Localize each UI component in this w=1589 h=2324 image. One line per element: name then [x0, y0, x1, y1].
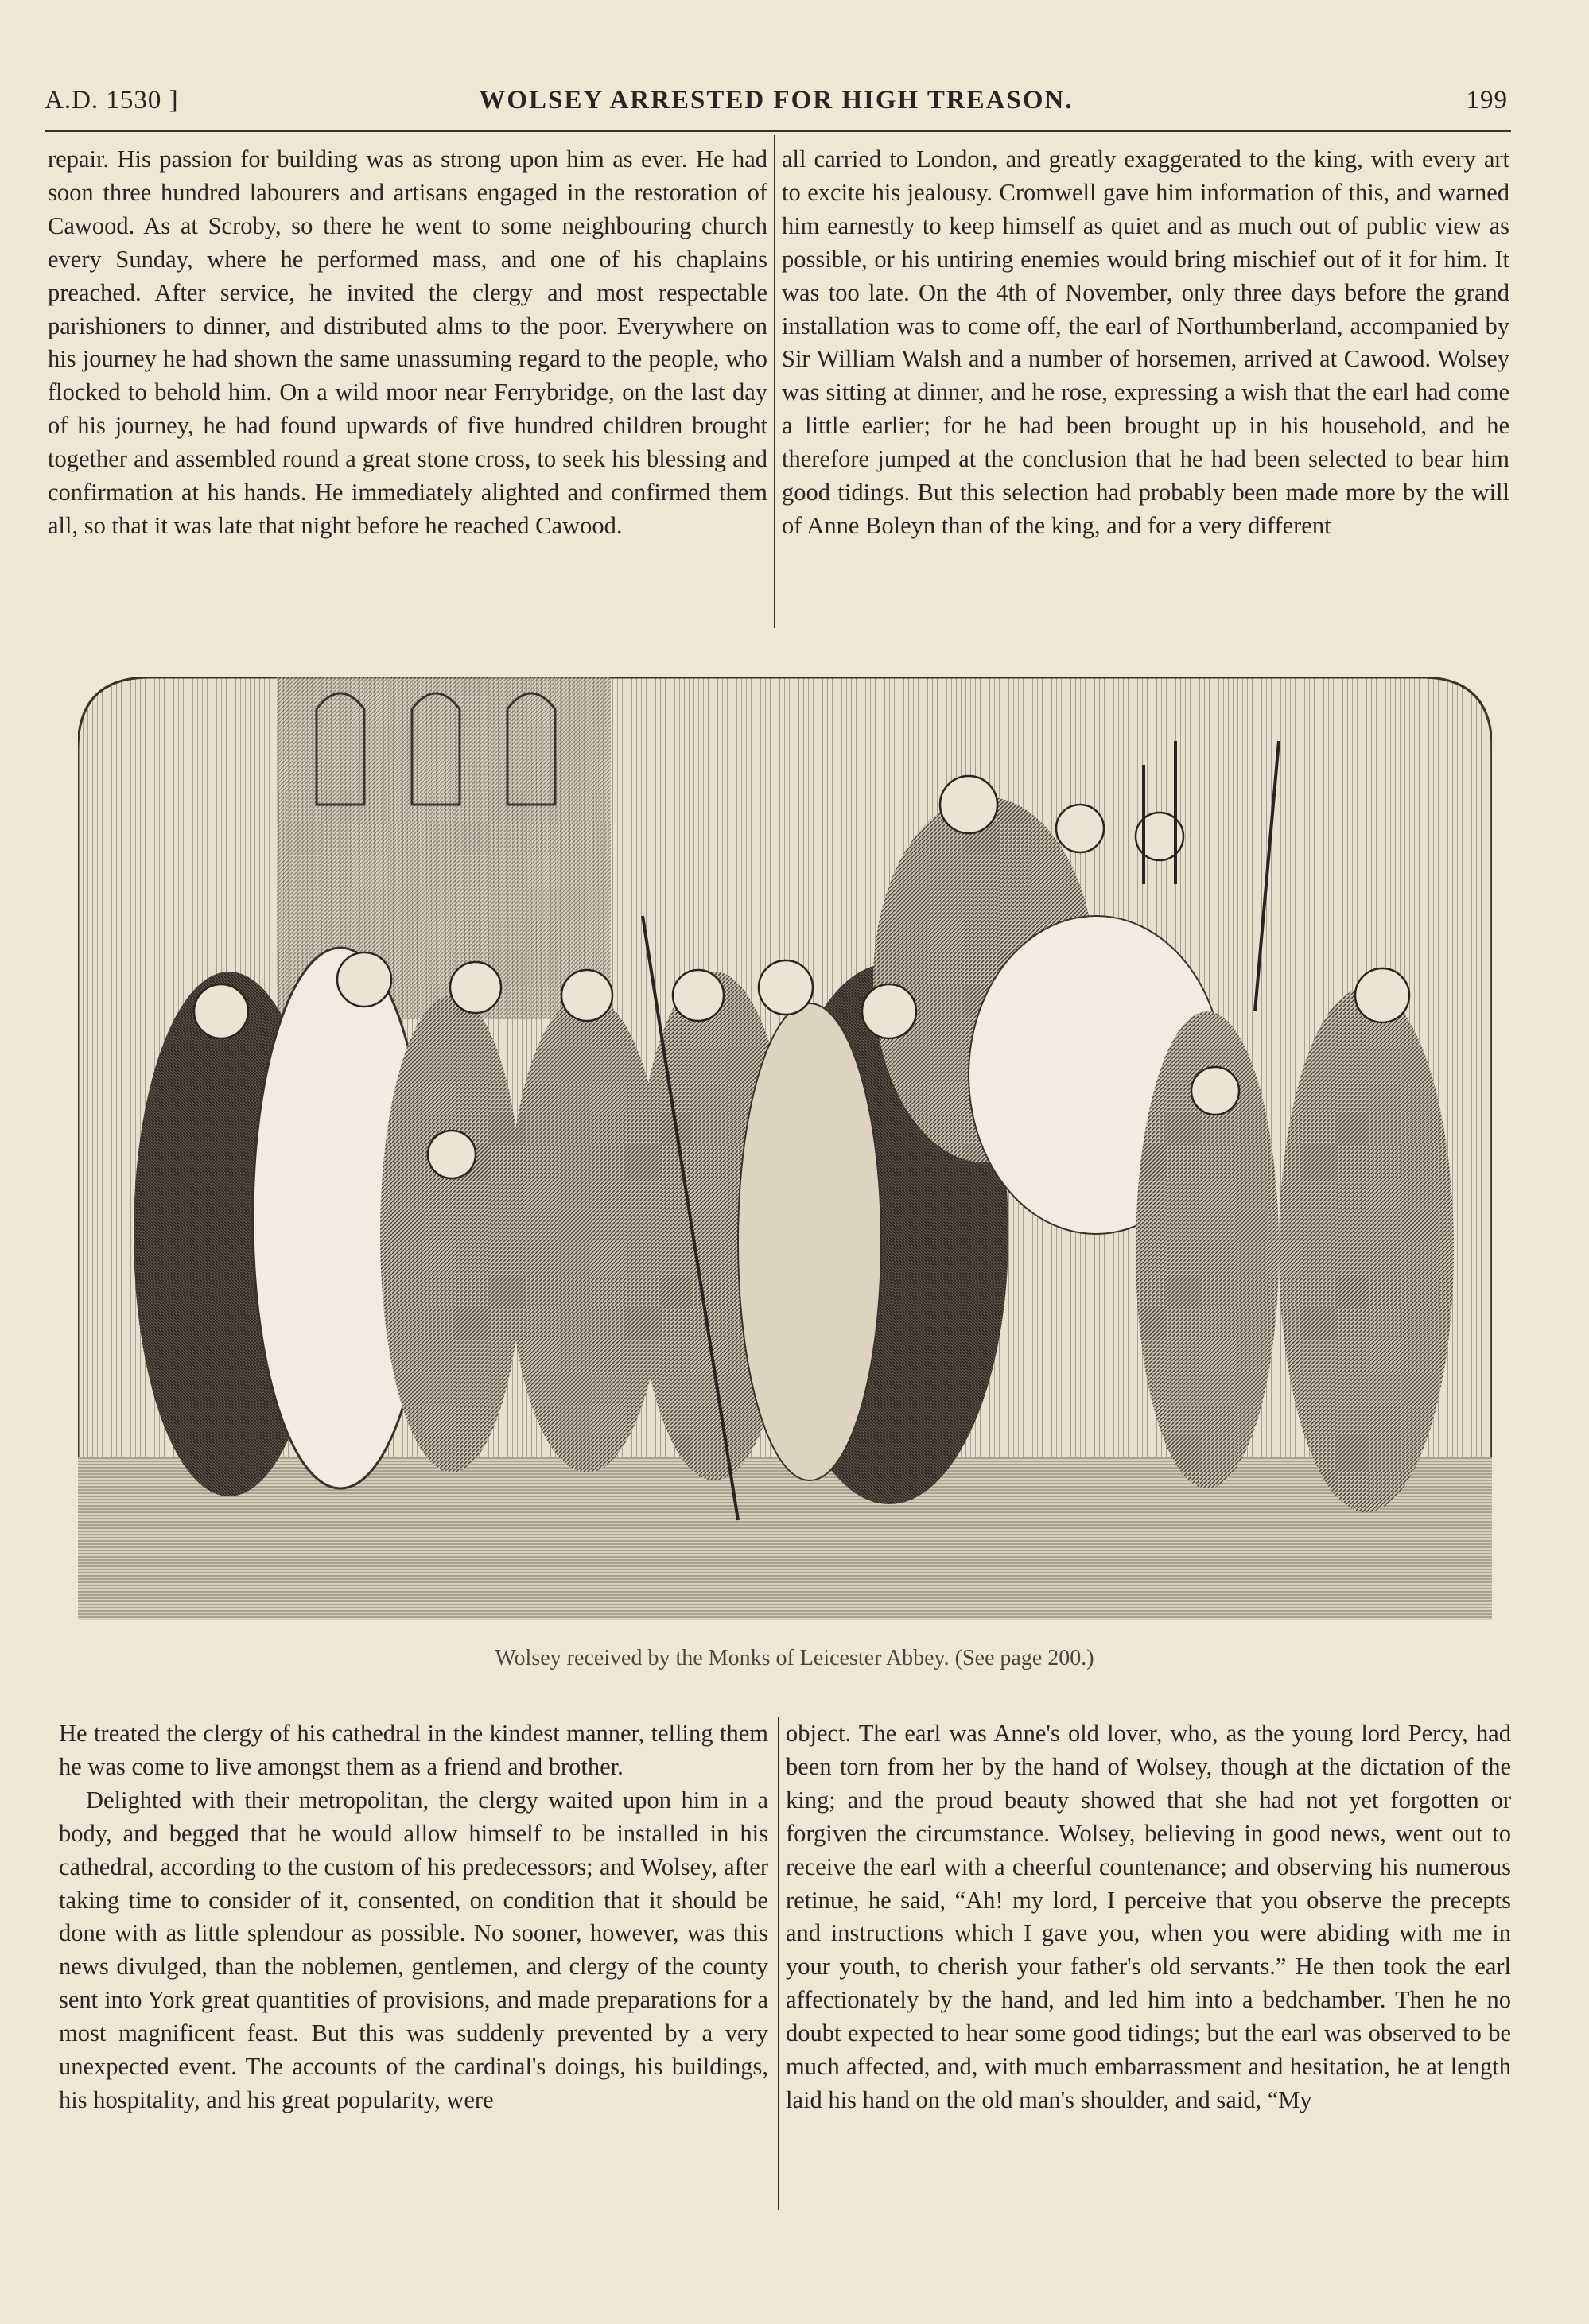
illustration-caption: Wolsey received by the Monks of Leicester Abbey. (See page 200.): [495, 1646, 1094, 1670]
page-number: 199: [1466, 86, 1508, 114]
column-divider-bottom: [778, 1717, 779, 2210]
text-column-top-left: [48, 143, 767, 543]
paragraph: Delighted with their metropolitan, the clergy waited upon him in a body, and begged that he would allow himself to be installed in his cathedral, according to the custom of his predecessors; and Wolsey, after taking time to consider of it, consented, on condition that it should be done with as little splendour as possible. No sooner, however, was this news divulged, than the noblemen, gentlemen, and clergy of the county sent into York great quantities of provisions, and made preparations for a most magnificent feast. But this was suddenly prevented by a very unexpected event. The accounts of the cardinal's doings, his buildings, his hospitality, and his great popularity, were: [59, 1786, 768, 2113]
text-column-bottom-left: [59, 1717, 768, 2117]
header-rule: [45, 130, 1511, 132]
paragraph: repair. His passion for building was as strong upon him as ever. He had soon three hundred labourers and artisans engaged in the restoration of Cawood. As at Scroby, so there he went to some neighbouring church every Sunday, where he performed mass, and one of his chaplains preached. After service, he invited the clergy and most respectable parishioners to dinner, and distributed alms to the poor. Everywhere on his journey he had shown the same unassuming regard to the people, who flocked to behold him. On a wild moor near Ferrybridge, on the last day of his journey, he had found upwards of five hundred children brought together and assembled round a great stone cross, to seek his blessing and confirmation at his hands. He immediately alighted and confirmed them all, so that it was late that night before he reached Cawood.: [48, 145, 767, 539]
paragraph: all carried to London, and greatly exaggerated to the king, with every art to excite his jealousy. Cromwell gave him information of this, and warned him earnestly to keep himself as quiet and as much out of public view as possible, or his untiring enemies would bring mischief out of it for him. It was too late. On the 4th of November, only three days before the grand installation was to come off, the earl of Northumberland, accompanied by Sir William Walsh and a number of horsemen, arrived at Cawood. Wolsey was sitting at dinner, and he rose, expressing a wish that the earl had come a little earlier; for he had been brought up in his household, and he therefore jumped at the conclusion that he had been selected to bear him good tidings. But this selection had probably been made more by the will of Anne Boleyn than of the king, and for a very different: [782, 145, 1509, 539]
header-date: A.D. 1530 ]: [45, 86, 179, 114]
paragraph: He treated the clergy of his cathedral in the kindest manner, telling them he was come to live amongst them as a friend and brother.: [59, 1720, 768, 1780]
engraving-illustration: [78, 677, 1492, 1620]
text-column-top-right: [782, 143, 1509, 543]
column-divider-top: [774, 135, 775, 628]
text-column-bottom-right: [786, 1717, 1511, 2117]
header-title: WOLSEY ARRESTED FOR HIGH TREASON.: [479, 86, 1074, 114]
paragraph: object. The earl was Anne's old lover, who, as the young lord Percy, had been torn from her by the hand of Wolsey, though at the dictation of the king; and the proud beauty showed that she had not yet forgotten or forgiven the circumstance. Wolsey, believing in good news, went out to receive the earl with a cheerful countenance; and observing his numerous retinue, he said, “Ah! my lord, I perceive that you observe the precepts and instructions which I gave you, when you were abiding with me in your youth, to cherish your father's old servants.” He then took the earl affectionately by the hand, and led him into a bedchamber. Then he no doubt expected to hear some good tidings; but the earl was observed to be much affected, and, with much embarrassment and hesitation, he at length laid his hand on the old man's shoulder, and said, “My: [786, 1720, 1511, 2113]
running-header: [45, 86, 1508, 122]
